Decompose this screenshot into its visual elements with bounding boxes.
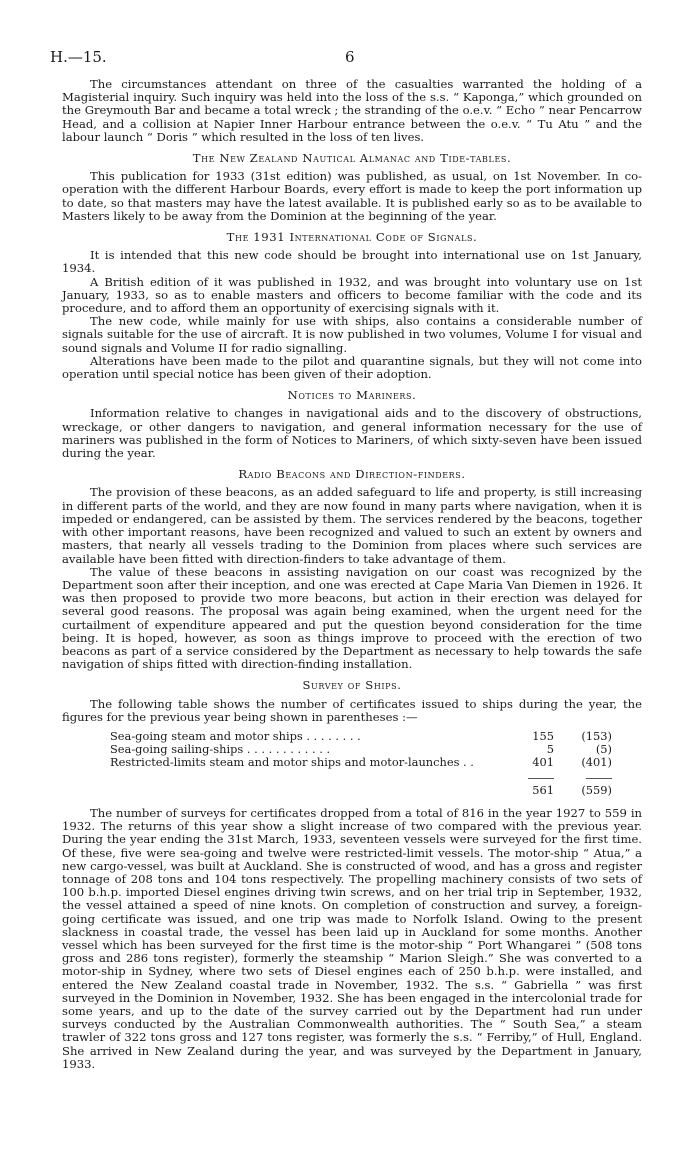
almanac-heading: The New Zealand Nautical Almanac and Tide-tables. xyxy=(192,151,512,166)
signals-paragraph-1: It is intended that this new code should be brought into international use on 1st January, 1934. xyxy=(62,248,642,276)
document-body xyxy=(62,78,642,1071)
radio-paragraph-2: The value of these beacons in assisting navigation on our coast was recognized by the Department soon after their inception, and one was erected at Cape Maria Van Diemen in 1926. It was then proposed to provide two more beacons, but action in their erection was delayed for several good reasons. The proposal was again being examined, when the urgent need for the curtailment of expenditure appeared and put the question beyond consideration for the time being. It is hoped, however, as soon as things improve to proceed with the erection of two beacons as part of a service considered by the Department as necessary to help towards the safe navigation of ships fitted with direction-finding installation. xyxy=(62,564,642,672)
page-number: 6 xyxy=(345,48,355,66)
row-label: Restricted-limits steam and motor ships and motor-launches . . xyxy=(110,754,474,769)
certificates-table xyxy=(110,730,612,805)
intro-paragraph: The circumstances attendant on three of the casualties warranted the holding of a Magisterial inquiry. Such inquiry was held into the loss of the s.s. “ Kaponga,” which grounded on the Greymouth Bar and became a total wreck ; the stranding of the o.e.v. “ Echo ” near Pencarrow Head, and a collision at Napier Inner Harbour entrance between the o.e.v. “ Tu Atu ” and the labour launch “ Doris ” which resulted in the loss of ten lives. xyxy=(62,77,642,144)
total-value: 561 xyxy=(532,782,554,797)
signals-heading: The 1931 International Code of Signals. xyxy=(226,230,478,245)
table-row xyxy=(110,756,612,769)
radio-paragraph-1: The provision of these beacons, as an added safeguard to life and property, is still increasing in different parts of the world, and they are now found in many parts where navigation, when it is impeded or endangered, can be assisted by them. The services rendered by the beacons, together with other important reasons, have been recognized and valued to such an extent by owners and masters, that nearly all vessels trading to the Dominion from places where such services are available have been fitted with direction-finders to take advantage of them. xyxy=(62,485,642,566)
total-row xyxy=(110,782,612,805)
signals-paragraph-2: A British edition of it was published in 1932, and was brought into voluntary use on 1st January, 1933, so as to enable masters and officers to become familiar with the code and its procedure, and to afford them an opportunity of exercising signals with it. xyxy=(62,274,642,316)
row-previous: (153) xyxy=(581,728,612,743)
notices-heading: Notices to Mariners. xyxy=(287,388,417,403)
divider xyxy=(586,778,612,779)
survey-intro-paragraph: The following table shows the number of certificates issued to ships during the year, the figures for the previous year being shown in parentheses :— xyxy=(62,696,642,724)
row-previous: (401) xyxy=(581,754,612,769)
signals-paragraph-3: The new code, while mainly for use with ships, also contains a considerable number of signals suitable for the use of aircraft. It is now published in two volumes, Volume I for visual and sound signals and Volume II for radio signalling. xyxy=(62,314,642,355)
row-value: 401 xyxy=(532,754,554,769)
row-value: 155 xyxy=(532,728,554,743)
row-label: Sea-going sailing-ships . . . . . . . . . . . . xyxy=(110,741,331,756)
table-row xyxy=(110,730,612,743)
radio-heading: Radio Beacons and Direction-finders. xyxy=(238,467,466,482)
row-label: Sea-going steam and motor ships . . . . . . . . xyxy=(110,728,361,743)
document-reference: H.—15. xyxy=(50,48,107,66)
total-rule xyxy=(110,769,612,782)
divider xyxy=(528,778,554,779)
row-previous: (5) xyxy=(595,741,612,756)
table-row xyxy=(110,743,612,756)
almanac-paragraph: This publication for 1933 (31st edition) was published, as usual, on 1st November. In co-operation with the different Harbour Boards, every effort is made to keep the port information up to date, so that masters may have the latest available. It is published early so as to be available to Masters likely to be away from the Dominion at the beginning of the year. xyxy=(62,169,642,223)
signals-paragraph-4: Alterations have been made to the pilot and quarantine signals, but they will not come into operation until special notice has been given of their adoption. xyxy=(62,353,642,382)
survey-paragraph-2: The number of surveys for certificates dropped from a total of 816 in the year 1927 to 559 in 1932. The returns of this year show a slight increase of two compared with the previous year. During the year ending the 31st March, 1933, seventeen vessels were surveyed for the first time. Of these, five were sea-going and twelve were restricted-limit vessels. The motor-ship “ Atua,” a new cargo-vessel, was built at Auckland. She is constructed of wood, and has a gross and register tonnage of 208 tons and 104 tons respectively. The propelling machinery consists of two sets of 100 b.h.p. imported Diesel engines driving twin screws, and on her trial trip in September, 1932, the vessel attained a speed of nine knots. On completion of construction and survey, a foreign-going certificate was issued, and one trip was made to Norfolk Island. Owing to the present slackness in coastal trade, the vessel has been laid up in Auckland for some months. Another vessel which has been surveyed for the first time is the motor-ship “ Port Whangarei ” (508 tons gross and 286 tons register), formerly the steamship “ Marion Sleigh.” She was converted to a motor-ship in Sydney, where two sets of Diesel engines each of 250 b.h.p. were installed, and entered the New Zealand coastal trade in November, 1932. The s.s. “ Gabriella ” was first surveyed in the Dominion in November, 1932. She has been engaged in the intercolonial trade for some years, and up to the date of the survey carried out by the Department had run under surveys conducted by the Australian Commonwealth authorities. The “ South Sea,” a steam trawler of 322 tons gross and 127 tons register, was formerly the s.s. “ Ferriby,” of Hull, England. She arrived in New Zealand during the year, and was surveyed by the Department in January, 1933. xyxy=(62,805,642,1071)
notices-paragraph: Information relative to changes in navigational aids and to the discovery of obstructions, wreckage, or other dangers to navigation, and general information necessary for the use of mariners was published in the form of Notices to Mariners, of which sixty-seven have been issued during the year. xyxy=(62,406,642,461)
total-previous: (559) xyxy=(581,782,612,797)
row-value: 5 xyxy=(546,741,554,756)
survey-heading: Survey of Ships. xyxy=(302,678,402,693)
